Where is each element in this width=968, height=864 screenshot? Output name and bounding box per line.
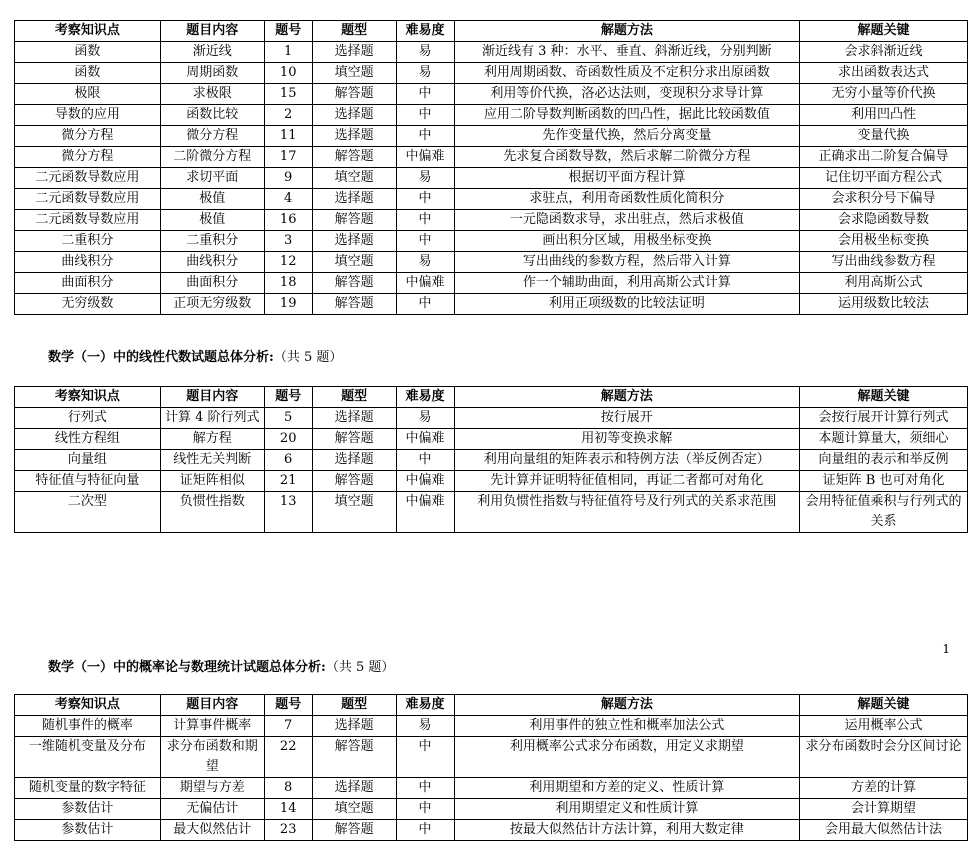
question-count: （共 5 题）	[273, 350, 343, 365]
solution-method-cell: 利用事件的独立性和概率加法公式	[454, 716, 800, 737]
column-header: 题号	[264, 695, 312, 716]
question-type-cell: 解答题	[312, 471, 396, 492]
solution-method-cell: 利用负惯性指数与特征值符号及行列式的关系求范围	[454, 492, 800, 533]
question-content-cell: 周期函数	[160, 63, 264, 84]
solution-method-cell: 先作变量代换，然后分离变量	[454, 126, 800, 147]
column-header: 考察知识点	[15, 695, 161, 716]
table-row	[15, 799, 968, 820]
difficulty-cell: 中	[396, 105, 454, 126]
page-number: 1	[942, 642, 950, 656]
solution-key-cell: 证矩阵 B 也可对角化	[800, 471, 968, 492]
question-content-cell: 计算事件概率	[160, 716, 264, 737]
table-row	[15, 84, 968, 105]
knowledge-point-cell: 参数估计	[15, 799, 161, 820]
difficulty-cell: 中	[396, 126, 454, 147]
table-row	[15, 42, 968, 63]
question-number-cell: 10	[264, 63, 312, 84]
question-number-cell: 15	[264, 84, 312, 105]
solution-key-cell: 会用极坐标变换	[800, 231, 968, 252]
table-row	[15, 252, 968, 273]
question-number-cell: 18	[264, 273, 312, 294]
knowledge-point-cell: 无穷级数	[15, 294, 161, 315]
knowledge-point-cell: 行列式	[15, 408, 161, 429]
solution-method-cell: 利用期望定义和性质计算	[454, 799, 800, 820]
difficulty-cell: 易	[396, 252, 454, 273]
solution-key-cell: 本题计算量大，须细心	[800, 429, 968, 450]
table-row	[15, 273, 968, 294]
column-header: 题目内容	[160, 387, 264, 408]
column-header: 题目内容	[160, 695, 264, 716]
knowledge-point-cell: 特征值与特征向量	[15, 471, 161, 492]
question-number-cell: 11	[264, 126, 312, 147]
question-number-cell: 4	[264, 189, 312, 210]
difficulty-cell: 中偏难	[396, 147, 454, 168]
difficulty-cell: 中	[396, 189, 454, 210]
question-type-cell: 选择题	[312, 450, 396, 471]
question-type-cell: 填空题	[312, 252, 396, 273]
question-type-cell: 填空题	[312, 168, 396, 189]
difficulty-cell: 中	[396, 294, 454, 315]
table-body	[15, 716, 968, 841]
column-header: 题型	[312, 21, 396, 42]
question-content-cell: 微分方程	[160, 126, 264, 147]
column-header: 难易度	[396, 387, 454, 408]
header-row	[15, 21, 968, 42]
solution-method-cell: 写出曲线的参数方程，然后带入计算	[454, 252, 800, 273]
solution-method-cell: 利用向量组的矩阵表示和特例方法（举反例否定）	[454, 450, 800, 471]
table-header	[15, 387, 968, 408]
section-title: 数学（一）中的概率论与数理统计试题总体分析:	[48, 660, 326, 675]
question-type-cell: 选择题	[312, 126, 396, 147]
column-header: 难易度	[396, 695, 454, 716]
column-header: 解题方法	[454, 695, 800, 716]
question-type-cell: 填空题	[312, 492, 396, 533]
column-header: 题型	[312, 695, 396, 716]
question-number-cell: 21	[264, 471, 312, 492]
table-row	[15, 820, 968, 841]
table-row	[15, 294, 968, 315]
solution-method-cell: 应用二阶导数判断函数的凹凸性，据此比较函数值	[454, 105, 800, 126]
knowledge-point-cell: 二元函数导数应用	[15, 210, 161, 231]
knowledge-point-cell: 曲面积分	[15, 273, 161, 294]
question-number-cell: 22	[264, 737, 312, 778]
question-type-cell: 选择题	[312, 408, 396, 429]
question-type-cell: 解答题	[312, 273, 396, 294]
difficulty-cell: 中偏难	[396, 471, 454, 492]
question-content-cell: 无偏估计	[160, 799, 264, 820]
knowledge-point-cell: 曲线积分	[15, 252, 161, 273]
question-type-cell: 解答题	[312, 210, 396, 231]
question-content-cell: 函数比较	[160, 105, 264, 126]
question-type-cell: 填空题	[312, 63, 396, 84]
column-header: 解题关键	[800, 695, 968, 716]
section-title: 数学（一）中的线性代数试题总体分析:	[48, 350, 274, 365]
difficulty-cell: 中	[396, 737, 454, 778]
question-content-cell: 极值	[160, 210, 264, 231]
solution-key-cell: 会计算期望	[800, 799, 968, 820]
question-content-cell: 二阶微分方程	[160, 147, 264, 168]
solution-method-cell: 按最大似然估计方法计算，利用大数定律	[454, 820, 800, 841]
question-number-cell: 19	[264, 294, 312, 315]
question-content-cell: 二重积分	[160, 231, 264, 252]
question-type-cell: 选择题	[312, 778, 396, 799]
question-number-cell: 20	[264, 429, 312, 450]
solution-method-cell: 画出积分区域，用极坐标变换	[454, 231, 800, 252]
knowledge-point-cell: 二次型	[15, 492, 161, 533]
question-type-cell: 选择题	[312, 105, 396, 126]
question-number-cell: 1	[264, 42, 312, 63]
question-content-cell: 计算 4 阶行列式	[160, 408, 264, 429]
column-header: 解题关键	[800, 387, 968, 408]
table-row	[15, 429, 968, 450]
column-header: 解题方法	[454, 387, 800, 408]
solution-method-cell: 按行展开	[454, 408, 800, 429]
solution-method-cell: 利用正项级数的比较法证明	[454, 294, 800, 315]
question-content-cell: 期望与方差	[160, 778, 264, 799]
question-type-cell: 选择题	[312, 716, 396, 737]
calculus-analysis-table	[14, 20, 968, 315]
question-content-cell: 极值	[160, 189, 264, 210]
question-number-cell: 9	[264, 168, 312, 189]
linear-algebra-analysis-table	[14, 386, 968, 533]
difficulty-cell: 中	[396, 820, 454, 841]
knowledge-point-cell: 极限	[15, 84, 161, 105]
difficulty-cell: 易	[396, 42, 454, 63]
solution-key-cell: 会按行展开计算行列式	[800, 408, 968, 429]
knowledge-point-cell: 向量组	[15, 450, 161, 471]
table-row	[15, 105, 968, 126]
question-type-cell: 选择题	[312, 42, 396, 63]
knowledge-point-cell: 随机变量的数字特征	[15, 778, 161, 799]
table-header	[15, 695, 968, 716]
solution-key-cell: 求出函数表达式	[800, 63, 968, 84]
question-number-cell: 17	[264, 147, 312, 168]
solution-key-cell: 方差的计算	[800, 778, 968, 799]
question-type-cell: 解答题	[312, 147, 396, 168]
table-row	[15, 210, 968, 231]
question-type-cell: 选择题	[312, 189, 396, 210]
column-header: 题目内容	[160, 21, 264, 42]
question-number-cell: 23	[264, 820, 312, 841]
table-row	[15, 168, 968, 189]
solution-method-cell: 渐近线有 3 种：水平、垂直、斜渐近线，分别判断	[454, 42, 800, 63]
knowledge-point-cell: 参数估计	[15, 820, 161, 841]
table-body	[15, 408, 968, 533]
question-content-cell: 证矩阵相似	[160, 471, 264, 492]
column-header: 考察知识点	[15, 387, 161, 408]
solution-key-cell: 会用最大似然估计法	[800, 820, 968, 841]
knowledge-point-cell: 二元函数导数应用	[15, 168, 161, 189]
question-number-cell: 5	[264, 408, 312, 429]
solution-key-cell: 无穷小量等价代换	[800, 84, 968, 105]
table-row	[15, 778, 968, 799]
solution-method-cell: 求驻点，利用奇函数性质化简积分	[454, 189, 800, 210]
question-count: （共 5 题）	[325, 660, 395, 675]
difficulty-cell: 中	[396, 210, 454, 231]
solution-method-cell: 先求复合函数导数，然后求解二阶微分方程	[454, 147, 800, 168]
knowledge-point-cell: 微分方程	[15, 147, 161, 168]
column-header: 解题方法	[454, 21, 800, 42]
knowledge-point-cell: 二重积分	[15, 231, 161, 252]
table-row	[15, 63, 968, 84]
column-header: 考察知识点	[15, 21, 161, 42]
solution-key-cell: 运用级数比较法	[800, 294, 968, 315]
column-header: 解题关键	[800, 21, 968, 42]
question-type-cell: 解答题	[312, 737, 396, 778]
question-content-cell: 最大似然估计	[160, 820, 264, 841]
question-content-cell: 求分布函数和期望	[160, 737, 264, 778]
question-content-cell: 曲面积分	[160, 273, 264, 294]
difficulty-cell: 中偏难	[396, 429, 454, 450]
knowledge-point-cell: 微分方程	[15, 126, 161, 147]
question-number-cell: 14	[264, 799, 312, 820]
question-type-cell: 解答题	[312, 294, 396, 315]
solution-method-cell: 利用期望和方差的定义、性质计算	[454, 778, 800, 799]
table-row	[15, 231, 968, 252]
table-row	[15, 147, 968, 168]
solution-method-cell: 根据切平面方程计算	[454, 168, 800, 189]
difficulty-cell: 中偏难	[396, 492, 454, 533]
solution-method-cell: 先计算并证明特征值相同，再证二者都可对角化	[454, 471, 800, 492]
question-content-cell: 求切平面	[160, 168, 264, 189]
solution-key-cell: 利用高斯公式	[800, 273, 968, 294]
solution-method-cell: 利用周期函数、奇函数性质及不定积分求出原函数	[454, 63, 800, 84]
table-row	[15, 471, 968, 492]
table-row	[15, 408, 968, 429]
solution-key-cell: 求分布函数时会分区间讨论	[800, 737, 968, 778]
solution-key-cell: 会用特征值乘积与行列式的关系	[800, 492, 968, 533]
knowledge-point-cell: 线性方程组	[15, 429, 161, 450]
knowledge-point-cell: 随机事件的概率	[15, 716, 161, 737]
header-row	[15, 387, 968, 408]
probability-section-heading	[48, 656, 394, 675]
question-number-cell: 16	[264, 210, 312, 231]
solution-method-cell: 用初等变换求解	[454, 429, 800, 450]
question-content-cell: 正项无穷级数	[160, 294, 264, 315]
question-type-cell: 填空题	[312, 799, 396, 820]
question-type-cell: 选择题	[312, 231, 396, 252]
column-header: 题号	[264, 21, 312, 42]
solution-key-cell: 向量组的表示和举反例	[800, 450, 968, 471]
solution-method-cell: 作一个辅助曲面，利用高斯公式计算	[454, 273, 800, 294]
difficulty-cell: 中	[396, 450, 454, 471]
difficulty-cell: 中	[396, 231, 454, 252]
solution-key-cell: 记住切平面方程公式	[800, 168, 968, 189]
solution-key-cell: 正确求出二阶复合偏导	[800, 147, 968, 168]
question-number-cell: 2	[264, 105, 312, 126]
column-header: 题型	[312, 387, 396, 408]
solution-key-cell: 变量代换	[800, 126, 968, 147]
difficulty-cell: 易	[396, 63, 454, 84]
solution-key-cell: 会求积分号下偏导	[800, 189, 968, 210]
question-number-cell: 7	[264, 716, 312, 737]
table-header	[15, 21, 968, 42]
knowledge-point-cell: 二元函数导数应用	[15, 189, 161, 210]
question-content-cell: 曲线积分	[160, 252, 264, 273]
solution-key-cell: 会求隐函数导数	[800, 210, 968, 231]
table-row	[15, 189, 968, 210]
question-content-cell: 线性无关判断	[160, 450, 264, 471]
difficulty-cell: 中偏难	[396, 273, 454, 294]
linear-algebra-section-heading	[48, 346, 342, 365]
question-type-cell: 解答题	[312, 84, 396, 105]
column-header: 题号	[264, 387, 312, 408]
question-content-cell: 解方程	[160, 429, 264, 450]
difficulty-cell: 易	[396, 716, 454, 737]
difficulty-cell: 中	[396, 84, 454, 105]
table-row	[15, 716, 968, 737]
probability-analysis-table	[14, 694, 968, 841]
knowledge-point-cell: 一维随机变量及分布	[15, 737, 161, 778]
question-number-cell: 8	[264, 778, 312, 799]
knowledge-point-cell: 导数的应用	[15, 105, 161, 126]
solution-method-cell: 一元隐函数求导，求出驻点，然后求极值	[454, 210, 800, 231]
table-row	[15, 450, 968, 471]
table-row	[15, 492, 968, 533]
question-number-cell: 13	[264, 492, 312, 533]
question-number-cell: 6	[264, 450, 312, 471]
table-row	[15, 737, 968, 778]
knowledge-point-cell: 函数	[15, 63, 161, 84]
question-type-cell: 解答题	[312, 429, 396, 450]
solution-key-cell: 利用凹凸性	[800, 105, 968, 126]
question-number-cell: 3	[264, 231, 312, 252]
header-row	[15, 695, 968, 716]
question-number-cell: 12	[264, 252, 312, 273]
solution-method-cell: 利用概率公式求分布函数，用定义求期望	[454, 737, 800, 778]
column-header: 难易度	[396, 21, 454, 42]
difficulty-cell: 中	[396, 778, 454, 799]
question-content-cell: 渐近线	[160, 42, 264, 63]
solution-method-cell: 利用等价代换，洛必达法则，变现积分求导计算	[454, 84, 800, 105]
question-content-cell: 负惯性指数	[160, 492, 264, 533]
solution-key-cell: 会求斜渐近线	[800, 42, 968, 63]
difficulty-cell: 易	[396, 168, 454, 189]
difficulty-cell: 中	[396, 799, 454, 820]
table-row	[15, 126, 968, 147]
solution-key-cell: 运用概率公式	[800, 716, 968, 737]
knowledge-point-cell: 函数	[15, 42, 161, 63]
solution-key-cell: 写出曲线参数方程	[800, 252, 968, 273]
difficulty-cell: 易	[396, 408, 454, 429]
question-content-cell: 求极限	[160, 84, 264, 105]
table-body	[15, 42, 968, 315]
question-type-cell: 解答题	[312, 820, 396, 841]
